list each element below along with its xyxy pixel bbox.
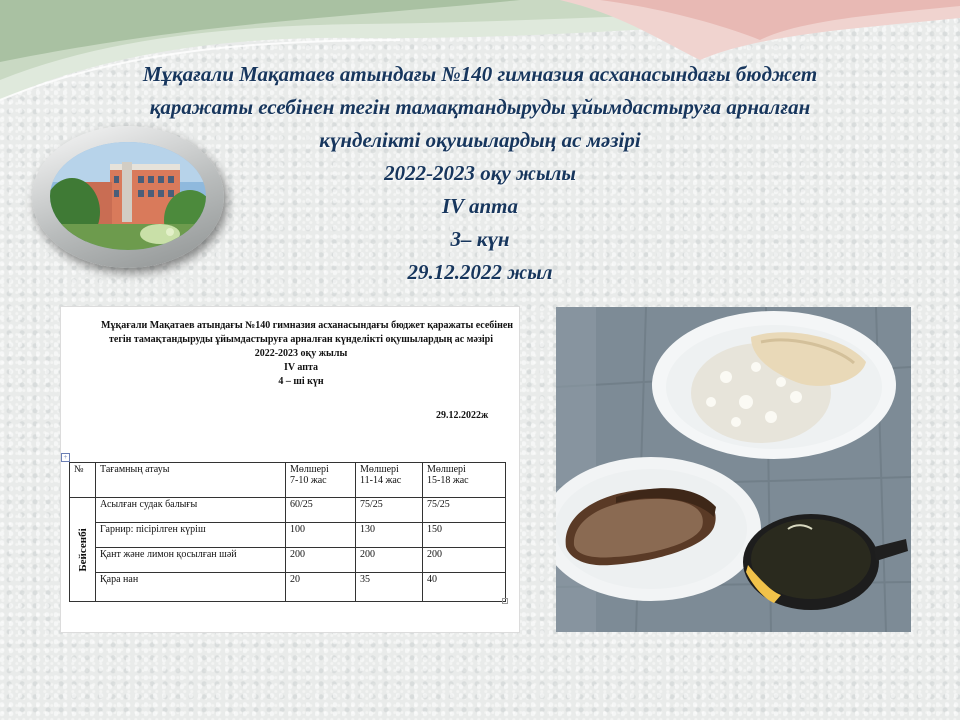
document-header-line: тегін тамақтандыруды ұйымдастыруға арналған күнделікті оқушылардың ас мәзірі (108, 334, 494, 345)
document-header (101, 319, 514, 389)
title-line: күнделікті оқушылардың ас мәзірі (319, 128, 641, 152)
table-row (70, 498, 506, 523)
portion-cell: 40 (423, 573, 506, 602)
header-portion-15-18: Мөлшері 15-18 жас (423, 463, 506, 498)
portion-cell: 100 (286, 523, 356, 548)
school-building-image (50, 142, 206, 250)
title-line: 3– күн (450, 227, 510, 251)
portion-cell: 75/25 (423, 498, 506, 523)
table-row (70, 523, 506, 548)
menu-document (60, 306, 520, 633)
dish-name: Қара нан (96, 573, 286, 602)
document-header-line: IV апта (283, 362, 319, 373)
table-resize-handle-icon (502, 598, 508, 604)
meal-photo-image (556, 307, 911, 632)
title-line: Мұқағали Мақатаев атындағы №140 гимназия асханасындағы бюджет (142, 62, 818, 86)
table-row (70, 573, 506, 602)
title-line: 29.12.2022 жыл (407, 260, 553, 284)
meal-day-label: Бейсенбі (76, 527, 89, 572)
dish-name: Гарнир: пісірілген күріш (96, 523, 286, 548)
meal-photo (556, 307, 911, 632)
header-portion-11-14: Мөлшері 11-14 жас (356, 463, 423, 498)
header-portion-7-10: Мөлшері 7-10 жас (286, 463, 356, 498)
table-move-handle-icon: + (61, 453, 70, 462)
title-line: қаражаты есебінен тегін тамақтандыруды ұйымдастыруға арналған (149, 95, 811, 119)
document-header-line: 4 – ші күн (278, 376, 324, 387)
table-row (70, 548, 506, 573)
menu-table (69, 462, 506, 602)
title-line: IV апта (441, 194, 519, 218)
header-number: № (70, 463, 96, 498)
document-header-line: 2022-2023 оқу жылы (254, 348, 348, 359)
portion-cell: 60/25 (286, 498, 356, 523)
portion-cell: 35 (356, 573, 423, 602)
portion-cell: 130 (356, 523, 423, 548)
portion-cell: 200 (286, 548, 356, 573)
dish-name: Асылған судак балығы (96, 498, 286, 523)
document-header-line: Мұқағали Мақатаев атындағы №140 гимназия асханасындағы бюджет қаражаты есебінен (101, 320, 514, 331)
dish-name: Қант және лимон қосылған шәй (96, 548, 286, 573)
header-dish-name: Тағамның атауы (96, 463, 286, 498)
meal-day-cell (70, 498, 96, 602)
title-line: 2022-2023 оқу жылы (384, 161, 576, 185)
portion-cell: 150 (423, 523, 506, 548)
document-date: 29.12.2022ж (436, 410, 489, 421)
portion-cell: 20 (286, 573, 356, 602)
portion-cell: 200 (423, 548, 506, 573)
table-header-row (70, 463, 506, 498)
portion-cell: 75/25 (356, 498, 423, 523)
portion-cell: 200 (356, 548, 423, 573)
school-photo-frame (32, 126, 224, 268)
